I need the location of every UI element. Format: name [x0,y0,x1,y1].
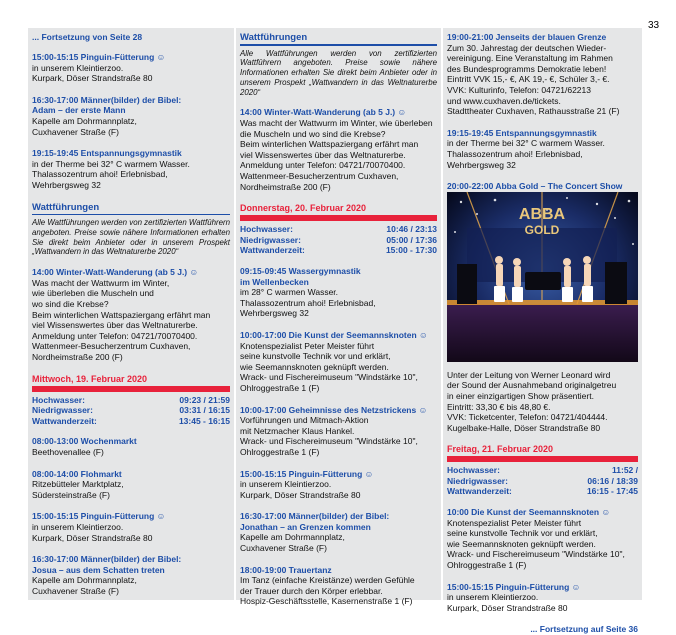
event-body: Im Tanz (einfache Kreistänze) werden Gefühle der Trauer durch den Körper erlebbar. Hospiz-Geschäftsstelle, Kasernenstraße 1 (F) [240,575,415,607]
event-title: 15:00-15:15 Pinguin-Fütterung ☺ [240,468,374,479]
event-item [32,436,230,457]
day-block [240,203,437,256]
event-item [447,128,638,170]
tide-label: Wattwanderzeit: [240,245,305,256]
event-item [447,507,638,571]
event-item [240,330,437,394]
event-body: in unserem Kleintierzoo. Kurpark, Döser Strandstraße 80 [32,62,153,84]
day-block [447,444,638,497]
day-title: Mittwoch, 19. Februar 2020 [32,373,148,384]
event-list [447,507,638,613]
concert-photo [447,192,638,362]
event-item [32,554,230,596]
tide-value: 15:00 - 17:30 [385,245,437,256]
tide-row [32,416,230,427]
event-body: Unter der Leitung von Werner Leonard wird der Sound der Ausnahmeband originalgetreu in einer einzigartigen Show präsentiert. Eintritt: 33,30 € bis 48,80 €. VVK: Ticketcenter, Telefon: 04721/404444. Kugelbake-Halle, Döser Strandstraße 80 [447,369,617,433]
event-title: 08:00-13:00 Wochenmarkt [32,436,137,447]
continued-from: ... Fortsetzung von Seite 28 [32,32,143,42]
event-title: 16:30-17:00 Männer(bilder) der Bibel: Adam – der erste Mann [32,94,182,116]
event-body: Ritzebütteler Marktplatz, Südersteinstraße (F) [32,479,124,500]
tide-value: 16:15 - 17:45 [586,486,638,497]
event-title: 09:15-09:45 Wassergymnastik im Wellenbecken [240,266,361,287]
section-title: Wattführungen [240,32,308,43]
event-body: Zum 30. Jahrestag der deutschen Wieder- vereinigung. Eine Veranstaltung im Rahmen des Bundesprogramms Demokratie leben! Eintritt VVK 15,- €, AK 19,- €, Schüler 3,- €. VVK: Kulturinfo, Telefon: 04721/62213 und www.cuxhaven.de/tickets. Stadttheater Cuxhaven, Rathausstraße 21 (F) [447,42,620,117]
tide-label: Wattwanderzeit: [447,486,512,497]
event-item [32,148,230,190]
event-list [32,436,230,596]
event-item [32,511,230,543]
event-title: 15:00-15:15 Pinguin-Fütterung ☺ [447,581,581,592]
section-divider [32,214,230,216]
event-list [32,52,230,191]
event-title: 14:00 Winter-Watt-Wanderung (ab 5 J.) ☺ [240,107,407,118]
section-wattfuehrungen [240,32,437,97]
event-item [240,266,437,319]
event-item [447,582,638,614]
tide-label: Niedrigwasser: [447,475,508,486]
event-title: 18:00-19:00 Trauertanz [240,564,332,575]
event-body: in der Therme bei 32° C warmem Wasser. Thalassozentrum ahoi! Erlebnisbad, Wehrbergsweg 32 [447,138,605,170]
tide-row [32,395,230,406]
event-body: Knotenspezialist Peter Meister führt seine kunstvolle Technik vor und erklärt, wie Seemannsknoten geknüpft werden. Wrack- und Fischereimuseum "Windstärke 10", Ohlroggestraße 1 (F) [447,517,625,571]
event-title: 15:00-15:15 Pinguin-Fütterung ☺ [32,52,166,62]
event-item [240,565,437,607]
event-body: Kapelle am Dohrmannplatz, Cuxhavener Straße (F) [32,115,137,137]
tide-label: Niedrigwasser: [32,405,93,416]
day-title: Donnerstag, 20. Februar 2020 [240,203,367,214]
feature-event [447,181,638,433]
section-title: Wattführungen [32,201,100,213]
event-body: im 28° C warmen Wasser. Thalassozentrum ahoi! Erlebnisbad, Wehrbergsweg 32 [240,287,376,319]
section-divider [240,44,437,46]
event-body: Kapelle am Dohrmannplatz, Cuxhavener Straße (F) [240,532,345,554]
day-bar [32,386,230,392]
section-text: Alle Wattführungen werden von zertifizierten Wattführern angeboten. Preise sowie nähere Informationen erhalten Sie direkt beim Anbieter oder in unserem Prospekt „Wattwandern in das Weltnaturerbe 2020“ [32,218,230,257]
event-body: Beethovenallee (F) [32,446,104,457]
event-body: in unserem Kleintierzoo. Kurpark, Döser Strandstraße 80 [240,479,361,500]
tide-label: Niedrigwasser: [240,234,301,245]
tide-label: Wattwanderzeit: [32,415,97,426]
event-list [32,267,230,362]
tide-row [32,405,230,416]
event-body: in der Therme bei 32° C warmem Wasser. Thalassozentrum ahoi! Erlebnisbad, Wehrbergsweg 32 [32,158,190,190]
continued-on: ... Fortsetzung auf Seite 36 [530,624,638,635]
event-item [240,405,437,458]
day-title: Freitag, 21. Februar 2020 [447,444,554,455]
event-body: in unserem Kleintierzoo. Kurpark, Döser Strandstraße 80 [447,592,568,613]
tide-row [240,245,437,256]
tide-label: Hochwasser: [240,224,293,235]
tide-label: Hochwasser: [32,394,85,405]
tide-value: 11:52 / [612,465,638,476]
tide-table [240,224,437,256]
abba-logo-bottom: GOLD [524,222,560,237]
day-bar [447,456,638,462]
event-title: 15:00-15:15 Pinguin-Fütterung ☺ [32,511,166,522]
event-title: 08:00-14:00 Flohmarkt [32,468,122,479]
event-item [32,469,230,501]
tide-value: 05:00 / 17:36 [386,234,437,245]
event-title: 10:00-17:00 Die Kunst der Seemannsknoten ☺ [240,329,428,340]
column-2 [236,28,441,607]
event-body: Kapelle am Dohrmannplatz, Cuxhavener Straße (F) [32,575,137,596]
column-3 [443,28,642,635]
event-body: in unserem Kleintierzoo. Kurpark, Döser Strandstraße 80 [32,521,153,543]
tide-value: 06:16 / 18:39 [587,475,638,486]
event-body: Was macht der Wattwurm im Winter, wie überleben die Muscheln und wo sind die Krebse? Beim winterlichen Wattspaziergang erfährt man viel Wissenswertes über das Weltnaturerbe. Anmeldung unter Telefon: 04721/70070400. Wattenmeer-Besucherzentrum Cuxhaven, Nordheimstraße 200 (F) [32,277,211,362]
event-item [240,511,437,553]
event-title: 16:30-17:00 Männer(bilder) der Bibel: Jonathan – an Grenzen kommen [240,511,390,532]
event-item [240,107,437,192]
event-title: 10:00 Die Kunst der Seemannsknoten ☺ [447,507,611,518]
event-item [32,95,230,137]
event-title: 19:00-21:00 Jenseits der blauen Grenze [447,32,607,42]
tide-table [32,395,230,427]
day-bar [240,215,437,221]
tide-value: 03:31 / 16:15 [179,405,230,416]
tide-value: 13:45 - 16:15 [178,415,230,426]
event-title: 19:15-19:45 Entspannungsgymnastik [32,148,182,159]
tide-table [447,465,638,497]
event-item [240,469,437,501]
event-list [240,107,437,192]
event-item [32,52,230,84]
abba-logo-top: ABBA [518,205,566,223]
event-body: Was macht der Wattwurm im Winter, wie überleben die Muscheln und wo sind die Krebse? Beim winterlichen Wattspaziergang erfährt man viel Wissenswertes über das Weltnaturerbe. Anmeldung unter Telefon: 04721/70070400. Wattenmeer-Besucherzentrum Cuxhaven, Nordheimstraße 200 (F) [240,118,433,192]
tide-value: 09:23 / 21:59 [179,394,230,405]
section-text: Alle Wattführungen werden von zertifizierten Wattführern angeboten. Preise sowie nähere Informationen erhalten Sie direkt beim Anbieter oder in unserem Prospekt „Wattwandern in das Weltnaturerbe 2020“ [240,48,437,97]
event-title: 19:15-19:45 Entspannungsgymnastik [447,127,597,138]
event-item [32,267,230,362]
section-wattfuehrungen [32,202,230,258]
tide-value: 10:46 / 23:13 [386,224,437,235]
tide-row [447,465,638,476]
tide-row [240,224,437,235]
page-number: 33 [648,20,660,31]
day-block [32,374,230,427]
tide-row [447,486,638,497]
tide-row [240,235,437,246]
event-title: 14:00 Winter-Watt-Wanderung (ab 5 J.) ☺ [32,267,199,278]
column-1 [28,28,234,600]
event-item [447,32,638,117]
event-list [447,32,638,170]
event-title: 16:30-17:00 Männer(bilder) der Bibel: Josua – aus dem Schatten treten [32,554,182,575]
event-body: Knotenspezialist Peter Meister führt seine kunstvolle Technik vor und erklärt, wie Seemannsknoten geknüpft werden. Wrack- und Fischereimuseum "Windstärke 10", Ohlroggestraße 1 (F) [240,340,418,393]
event-title: 20:00-22:00 Abba Gold – The Concert Show [447,181,623,192]
tide-label: Hochwasser: [447,465,500,476]
event-title: 10:00-17:00 Geheimnisse des Netzstrickens ☺ [240,404,428,415]
event-body: Vorführungen und Mitmach-Aktion mit Netzmacher Klaus Hankel. Wrack- und Fischereimuseum "Windstärke 10", Ohlroggestraße 1 (F) [240,415,418,457]
event-list [240,266,437,607]
tide-row [447,476,638,487]
